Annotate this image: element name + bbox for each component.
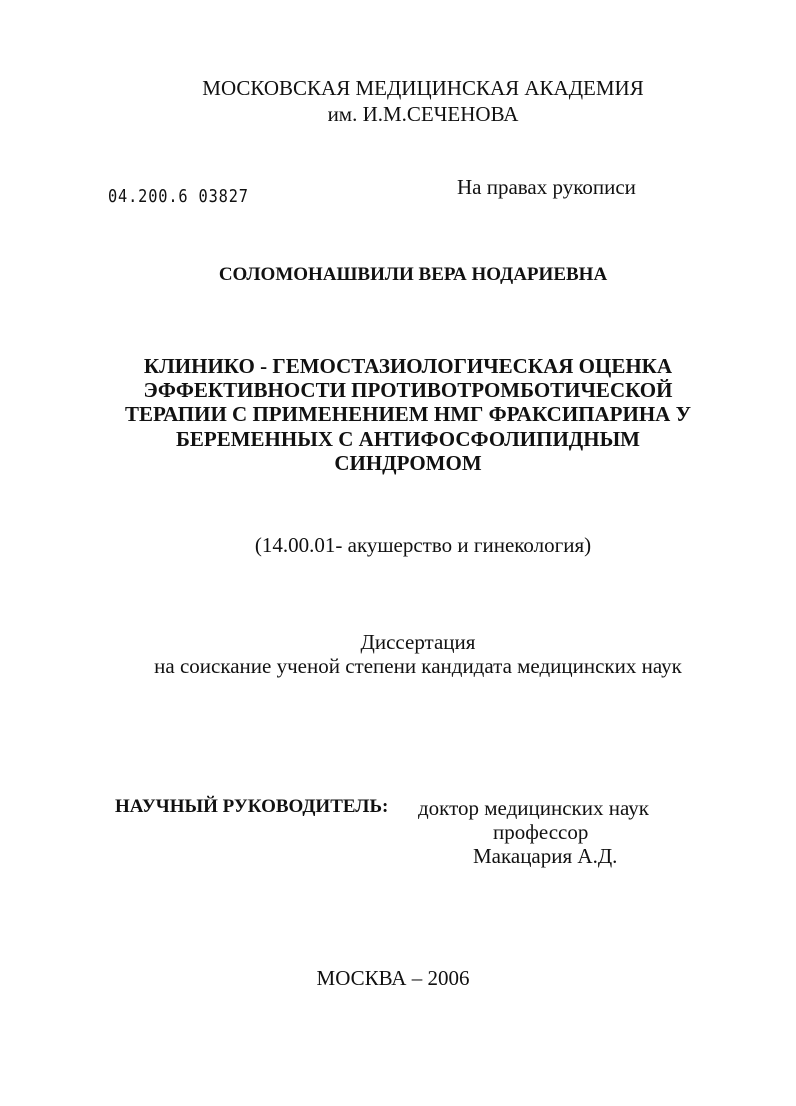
supervisor-label: НАУЧНЫЙ РУКОВОДИТЕЛЬ: — [115, 796, 389, 817]
title-line: ЭФФЕКТИВНОСТИ ПРОТИВОТРОМБОТИЧЕСКОЙ — [143, 378, 673, 402]
rights-note: На правах рукописи — [457, 175, 636, 199]
supervisor-degree: доктор медицинских наук — [418, 796, 649, 820]
title-line: БЕРЕМЕННЫХ С АНТИФОСФОЛИПИДНЫМ — [175, 427, 641, 451]
specialty: (14.00.01- акушерство и гинекология) — [254, 533, 592, 557]
named-after: им. И.М.СЕЧЕНОВА — [327, 102, 519, 126]
title-line: СИНДРОМОМ — [334, 451, 482, 475]
registration-number: 04.200.6 03827 — [108, 186, 249, 207]
city-year: МОСКВА – 2006 — [316, 966, 470, 990]
degree: на соискание ученой степени кандидата медицинских наук — [154, 654, 682, 678]
supervisor-name: Макацария А.Д. — [473, 844, 618, 868]
supervisor-rank: профессор — [493, 820, 589, 844]
author-name: СОЛОМОНАШВИЛИ ВЕРА НОДАРИЕВНА — [218, 264, 608, 285]
institution: МОСКОВСКАЯ МЕДИЦИНСКАЯ АКАДЕМИЯ — [202, 76, 644, 100]
work-type: Диссертация — [360, 630, 476, 654]
title-line: ТЕРАПИИ С ПРИМЕНЕНИЕМ НМГ ФРАКСИПАРИНА У — [124, 402, 691, 426]
title-line: КЛИНИКО - ГЕМОСТАЗИОЛОГИЧЕСКАЯ ОЦЕНКА — [143, 354, 673, 378]
